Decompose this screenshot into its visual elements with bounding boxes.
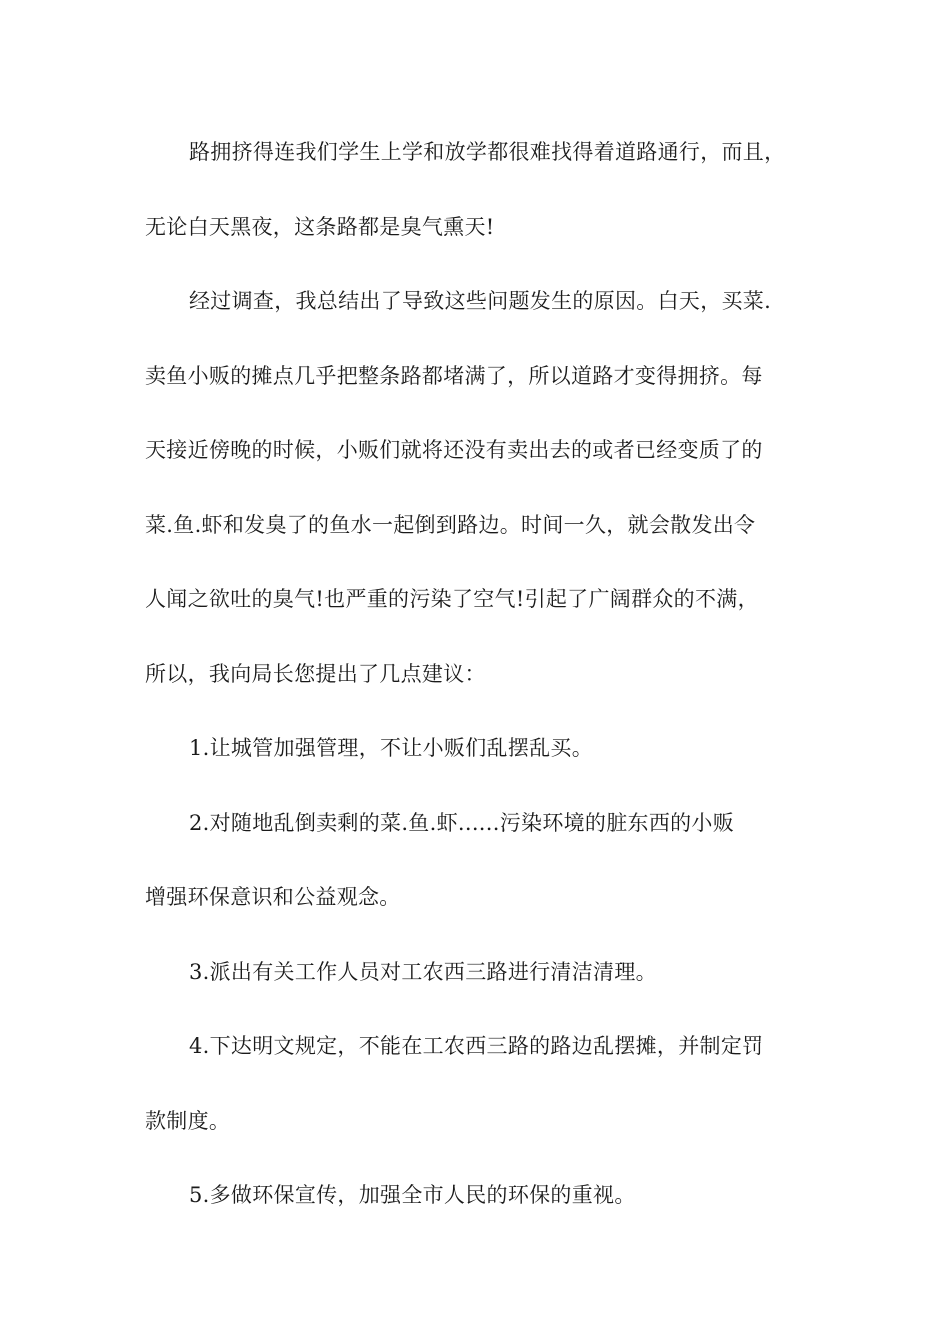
- text-line: 经过调查，我总结出了导致这些问题发生的原因。白天，买菜.: [189, 289, 772, 313]
- suggestion-item: 1.让城管加强管理，不让小贩们乱摆乱买。: [189, 736, 594, 760]
- suggestion-item: 4.下达明文规定，不能在工农西三路的路边乱摆摊，并制定罚: [189, 1034, 764, 1058]
- text-line: 路拥挤得连我们学生上学和放学都很难找得着道路通行，而且，: [189, 140, 786, 164]
- text-line: 增强环保意识和公益观念。: [145, 885, 401, 909]
- text-line: 所以，我向局长您提出了几点建议：: [145, 661, 486, 686]
- text-line: 天接近傍晚的时候，小贩们就将还没有卖出去的或者已经变质了的: [145, 438, 763, 462]
- text-line: 人闻之欲吐的臭气!也严重的污染了空气!引起了广阔群众的不满，: [145, 587, 759, 611]
- text-line: 款制度。: [145, 1108, 231, 1133]
- document-body: [145, 126, 810, 1244]
- text-line: 菜.鱼.虾和发臭了的鱼水一起倒到路边。时间一久，就会散发出令: [145, 512, 756, 537]
- suggestion-item: 2.对随地乱倒卖剩的菜.鱼.虾......污染环境的脏东西的小贩: [189, 810, 735, 835]
- text-line: 卖鱼小贩的摊点几乎把整条路都堵满了，所以道路才变得拥挤。每: [145, 363, 763, 388]
- suggestion-item: 3.派出有关工作人员对工农西三路进行清洁清理。: [189, 959, 657, 984]
- suggestion-item: 5.多做环保宣传，加强全市人民的环保的重视。: [189, 1183, 636, 1207]
- text-line: 无论白天黑夜，这条路都是臭气熏天!: [145, 214, 495, 239]
